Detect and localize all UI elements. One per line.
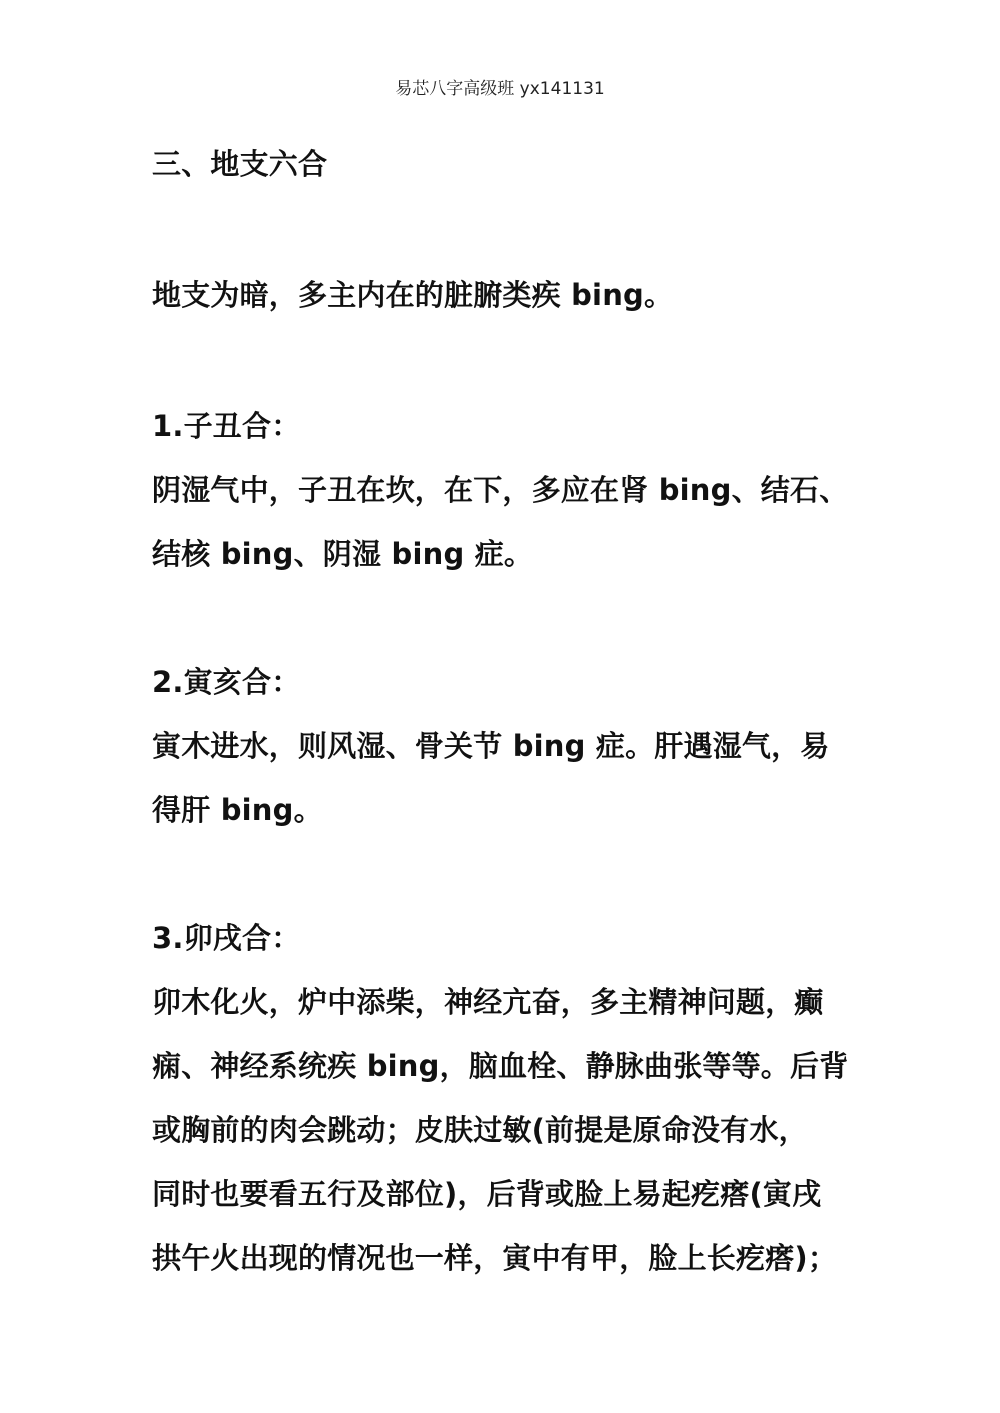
item-line: 痫、神经系统疾 bing，脑血栓、静脉曲张等等。后背 bbox=[152, 1049, 849, 1083]
item-line: 结核 bing、阴湿 bing 症。 bbox=[152, 537, 534, 571]
item-line: 得肝 bing。 bbox=[152, 793, 323, 827]
item-line: 或胸前的肉会跳动；皮肤过敏(前提是原命没有水， bbox=[152, 1113, 808, 1147]
item-line: 寅木进水，则风湿、骨关节 bing 症。肝遇湿气，易 bbox=[152, 729, 830, 763]
item-line: 卯木化火，炉中添柴，神经亢奋，多主精神问题，癫 bbox=[152, 985, 824, 1019]
item-heading: 1.子丑合： bbox=[152, 409, 301, 443]
section-title: 三、地支六合 bbox=[152, 147, 328, 181]
spacer bbox=[152, 586, 852, 650]
item-line: 同时也要看五行及部位)，后背或脸上易起疙瘩(寅戌 bbox=[152, 1177, 822, 1211]
section-intro: 地支为暗，多主内在的脏腑类疾 bing。 bbox=[152, 278, 674, 312]
document-body bbox=[152, 132, 852, 1290]
item-line: 阴湿气中，子丑在坎，在下，多应在肾 bing、结石、 bbox=[152, 473, 849, 507]
item-heading: 2.寅亥合： bbox=[152, 665, 301, 699]
spacer bbox=[152, 196, 852, 263]
item-heading: 3.卯戌合： bbox=[152, 921, 301, 955]
spacer bbox=[152, 327, 852, 394]
page-header: 易芯八字高级班 yx141131 bbox=[395, 79, 605, 99]
item-line: 拱午火出现的情况也一样，寅中有甲，脸上长疙瘩)； bbox=[152, 1241, 838, 1275]
spacer bbox=[152, 842, 852, 906]
